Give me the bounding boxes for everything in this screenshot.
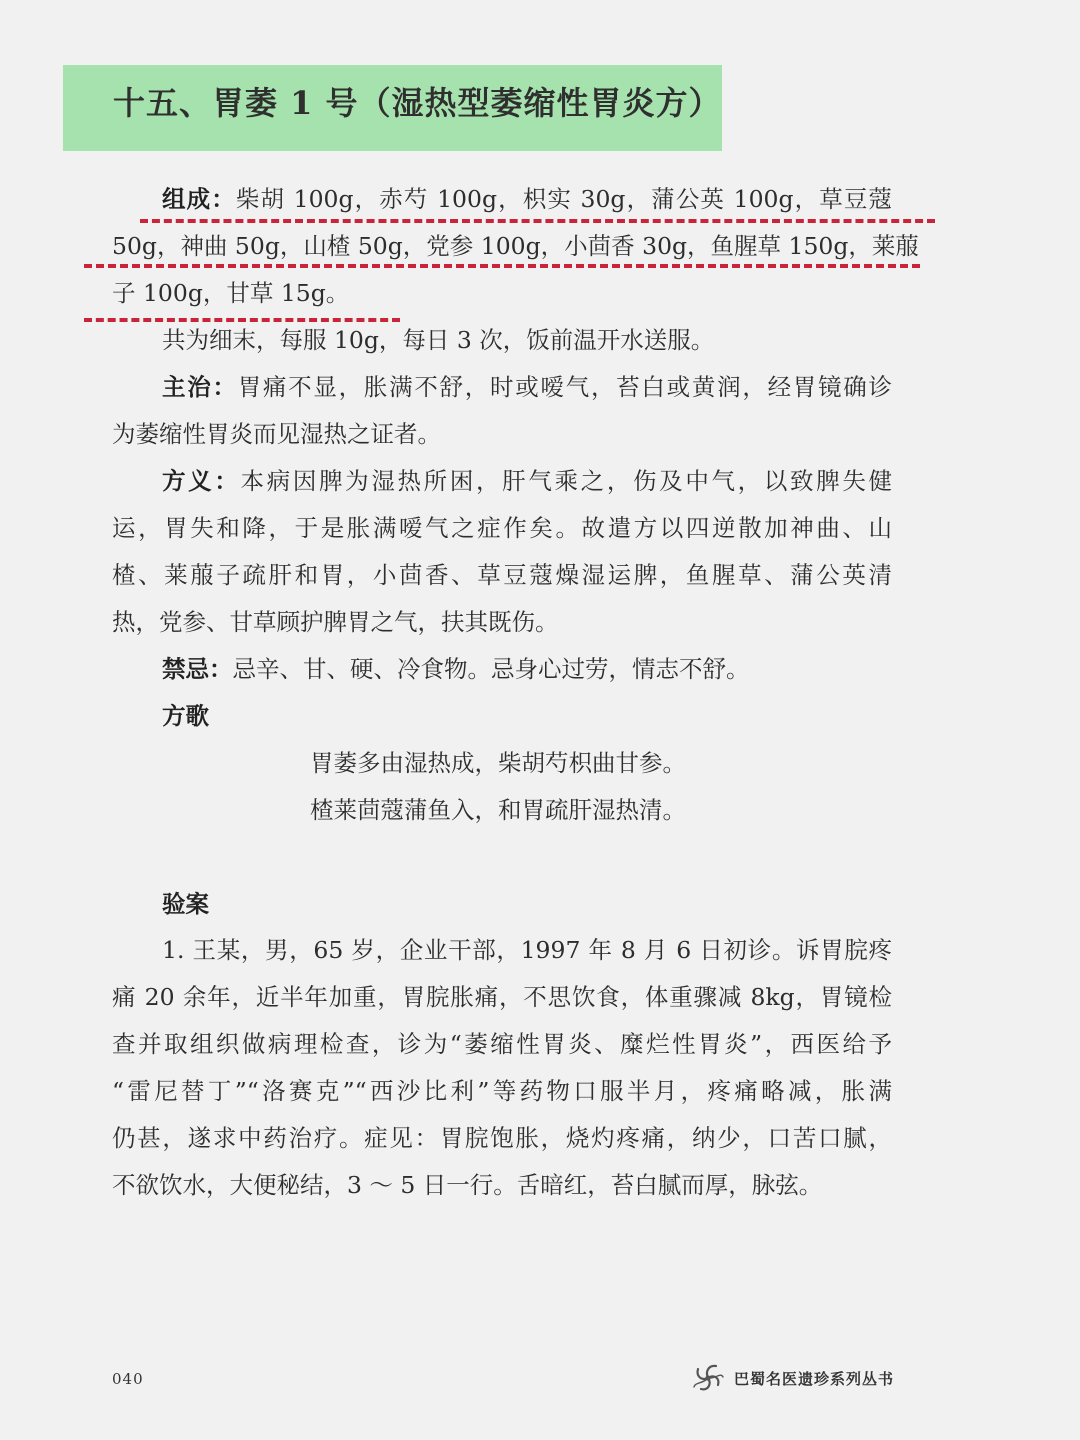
series-brand [690,1360,894,1396]
explanation-line-3: 楂、莱菔子疏肝和胃，小茴香、草豆蔻燥湿运脾，鱼腥草、蒲公英清 [112,561,892,589]
case-line-5: 仍甚，遂求中药治疗。症见：胃脘饱胀，烧灼疼痛，纳少，口苦口腻， [112,1124,892,1152]
explanation-label: 方义： [162,467,241,495]
series-name: 巴蜀名医遗珍系列丛书 [734,1369,895,1388]
song-verse-2: 楂莱茴蔻蒲鱼入，和胃疏肝湿热清。 [310,796,686,824]
composition-line-2: 50g，神曲 50g，山楂 50g，党参 100g，小茴香 30g，鱼腥草 150g，莱菔 [112,232,919,260]
case-heading: 验案 [162,890,209,918]
contraindication-label: 禁忌： [162,655,233,683]
composition-line-3: 子 100g，甘草 15g。 [112,279,350,307]
explanation-line-2: 运，胃失和降，于是胀满嗳气之症作矣。故遣方以四逆散加神曲、山 [112,514,892,542]
indication-label: 主治： [162,373,238,401]
composition-text-1: 柴胡 100g，赤芍 100g，枳实 30g，蒲公英 100g，草豆蔻 [235,185,892,213]
song-heading: 方歌 [162,702,209,730]
composition-line-1 [162,183,892,215]
red-dashed-annotation [140,219,935,223]
explanation-line-1 [162,465,892,497]
usage-text: 共为细末，每服 10g，每日 3 次，饭前温开水送服。 [162,326,715,354]
swirl-logo-icon [690,1360,726,1396]
case-line-2: 痛 20 余年，近半年加重，胃脘胀痛，不思饮食，体重骤减 8kg，胃镜检 [112,983,892,1011]
contraindication-line [162,653,750,685]
title-banner [63,65,722,151]
page-number: 040 [112,1370,144,1388]
page-title: 十五、胃萎 1 号（湿热型萎缩性胃炎方） [113,84,722,122]
red-dashed-annotation [84,264,920,268]
red-dashed-annotation [84,318,400,322]
song-verse-1: 胃萎多由湿热成，柴胡芍枳曲甘参。 [310,749,686,777]
indication-line-1 [162,371,892,403]
case-line-4: “雷尼替丁”“洛赛克”“西沙比利”等药物口服半月，疼痛略减，胀满 [112,1077,892,1105]
explanation-text-1: 本病因脾为湿热所困，肝气乘之，伤及中气，以致脾失健 [240,467,892,495]
indication-text-1: 胃痛不显，胀满不舒，时或嗳气，苔白或黄润，经胃镜确诊 [237,373,893,401]
case-line-3: 查并取组织做病理检查，诊为“萎缩性胃炎、糜烂性胃炎”，西医给予 [112,1030,892,1058]
composition-label: 组成： [162,185,236,213]
case-line-1: 1. 王某，男，65 岁，企业干部，1997 年 8 月 6 日初诊。诉胃脘疼 [162,936,892,964]
explanation-line-4: 热，党参、甘草顾护脾胃之气，扶其既伤。 [112,608,559,636]
contraindication-text: 忌辛、甘、硬、冷食物。忌身心过劳，情志不舒。 [232,655,750,683]
indication-line-2: 为萎缩性胃炎而见湿热之证者。 [112,420,441,448]
case-line-6: 不欲饮水，大便秘结，3 ～ 5 日一行。舌暗红，苔白腻而厚，脉弦。 [112,1171,823,1199]
